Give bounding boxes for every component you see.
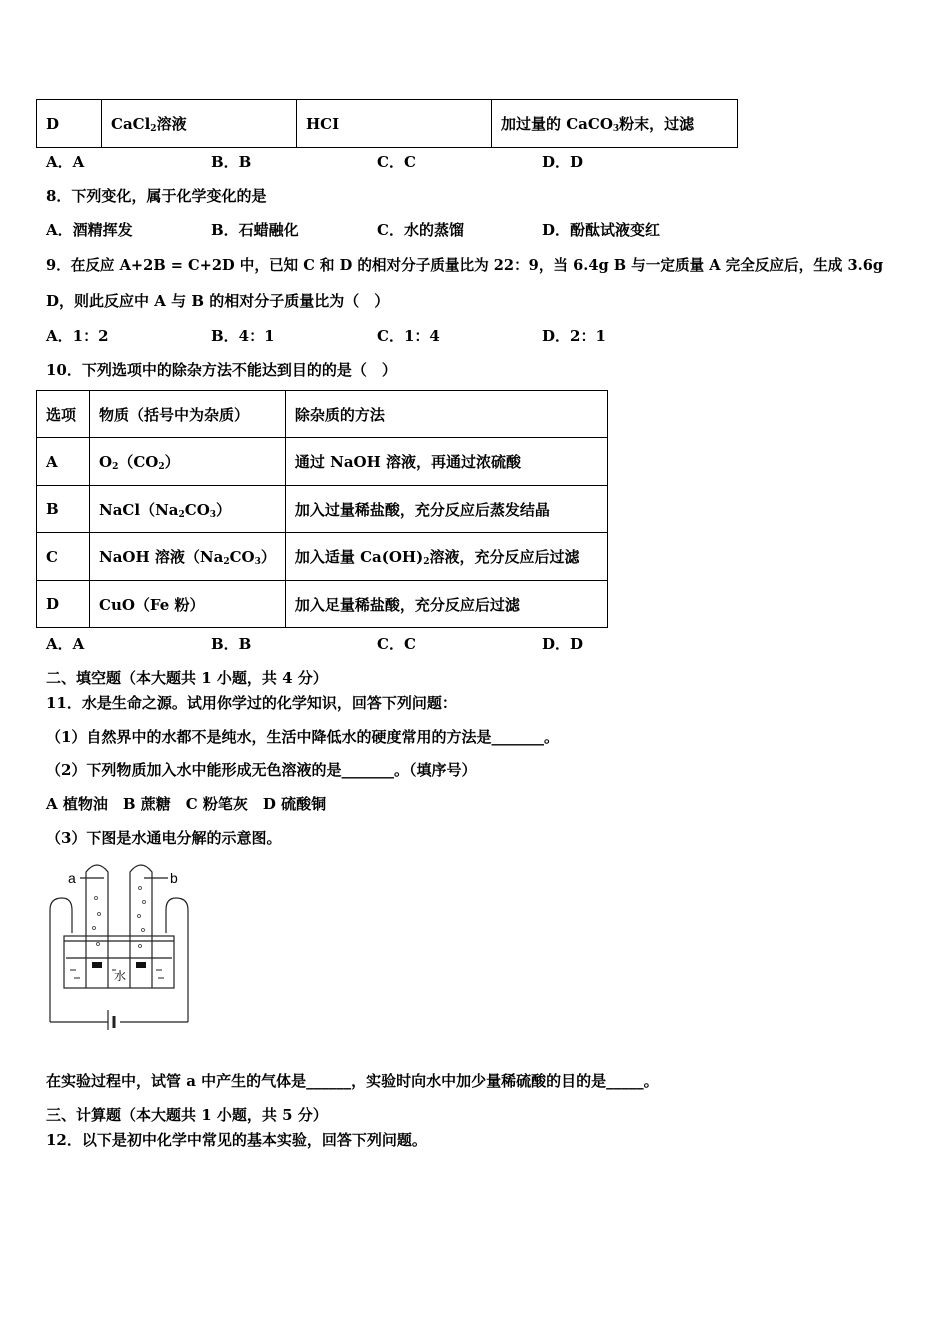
cell-method: 加过量的 CaCO$_3$粉末，过滤 xyxy=(492,100,738,148)
cell-option: C xyxy=(37,533,90,581)
cell-option: D xyxy=(37,581,90,628)
q8-option-a: A．酒精挥发 xyxy=(46,221,133,239)
q11-choices: A 植物油 B 蔗糖 C 粉笔灰 D 硫酸铜 xyxy=(46,795,327,813)
q8-option-d: D．酚酞试液变红 xyxy=(542,221,661,239)
cell-substance: CaCl$_2$溶液 xyxy=(102,100,297,148)
label-a: a xyxy=(68,870,76,886)
cell-substance: $NaCl(Na_2CO_3)$ xyxy=(90,486,286,533)
cell-substance: CuO（Fe 粉） xyxy=(90,581,286,628)
cell-substance: $O_2(CO_2)$ xyxy=(90,438,286,486)
q11-stem: 11．水是生命之源。试用你学过的化学知识，回答下列问题： xyxy=(46,694,457,712)
electrolysis-diagram xyxy=(44,858,194,1030)
table-row xyxy=(37,486,608,533)
q11-part1: （1）自然界中的水都不是纯水，生活中降低水的硬度常用的方法是_______。 xyxy=(46,728,559,746)
section-2-title: 二、填空题（本大题共 1 小题，共 4 分） xyxy=(46,669,328,687)
q10-option-c: C．C xyxy=(377,635,416,653)
q10-table xyxy=(36,390,608,628)
section-3-title: 三、计算题（本大题共 1 小题，共 5 分） xyxy=(46,1106,328,1124)
cell-method: 通过 NaOH 溶液，再通过浓硫酸 xyxy=(285,438,607,486)
label-b: b xyxy=(170,870,178,886)
cell-option: A xyxy=(37,438,90,486)
q9-line1: 9．在反应 A+2B = C+2D 中，已知 C 和 D 的相对分子质量比为 22：9，当 6.4g B 与一定质量 A 完全反应后，生成 3.6g xyxy=(46,257,884,274)
q11-part4: 在实验过程中，试管 a 中产生的气体是______，实验时向水中加少量稀硫酸的目的是_____。 xyxy=(46,1072,659,1090)
q10-stem: 10．下列选项中的除杂方法不能达到目的的是（ ） xyxy=(46,361,397,379)
q11-part3: （3）下图是水通电分解的示意图。 xyxy=(46,829,282,847)
q9-option-a: A．1：2 xyxy=(46,327,109,345)
q10-option-a: A．A xyxy=(46,635,85,653)
cell-option: B xyxy=(37,486,90,533)
q8-stem: 8．下列变化，属于化学变化的是 xyxy=(46,187,267,205)
cell-option: D xyxy=(37,100,102,148)
header-option: 选项 xyxy=(37,391,90,438)
cell-method: 加入足量稀盐酸，充分反应后过滤 xyxy=(285,581,607,628)
table-row xyxy=(37,581,608,628)
q10-option-b: B．B xyxy=(211,635,252,653)
table-row xyxy=(37,100,738,148)
q9-option-c: C．1：4 xyxy=(377,327,440,345)
q9-option-d: D．2：1 xyxy=(542,327,606,345)
header-substance: 物质（括号中为杂质） xyxy=(90,391,286,438)
q9-option-b: B．4：1 xyxy=(211,327,275,345)
option-a: A．A xyxy=(46,153,85,171)
header-method: 除杂质的方法 xyxy=(285,391,607,438)
table-row xyxy=(37,533,608,581)
option-c: C．C xyxy=(377,153,416,171)
q9-line2: D，则此反应中 A 与 B 的相对分子质量比为（ ） xyxy=(46,292,390,310)
table-header-row xyxy=(37,391,608,438)
cell-reagent: HCI xyxy=(297,100,492,148)
q8-option-b: B．石蜡融化 xyxy=(211,221,299,239)
prev-question-table xyxy=(36,99,738,148)
q11-part2: （2）下列物质加入水中能形成无色溶液的是_______。（填序号） xyxy=(46,761,477,779)
table-row xyxy=(37,438,608,486)
q12-stem: 12．以下是初中化学中常见的基本实验，回答下列问题。 xyxy=(46,1131,427,1149)
option-d: D．D xyxy=(542,153,584,171)
option-b: B．B xyxy=(211,153,252,171)
cell-method: 加入适量 $Ca(OH)_2$溶液，充分反应后过滤 xyxy=(285,533,607,581)
label-water: 水 xyxy=(114,969,127,983)
cell-method: 加入过量稀盐酸，充分反应后蒸发结晶 xyxy=(285,486,607,533)
cell-substance: NaOH 溶液$(Na_2CO_3)$ xyxy=(90,533,286,581)
q8-option-c: C．水的蒸馏 xyxy=(377,221,464,239)
q10-option-d: D．D xyxy=(542,635,584,653)
